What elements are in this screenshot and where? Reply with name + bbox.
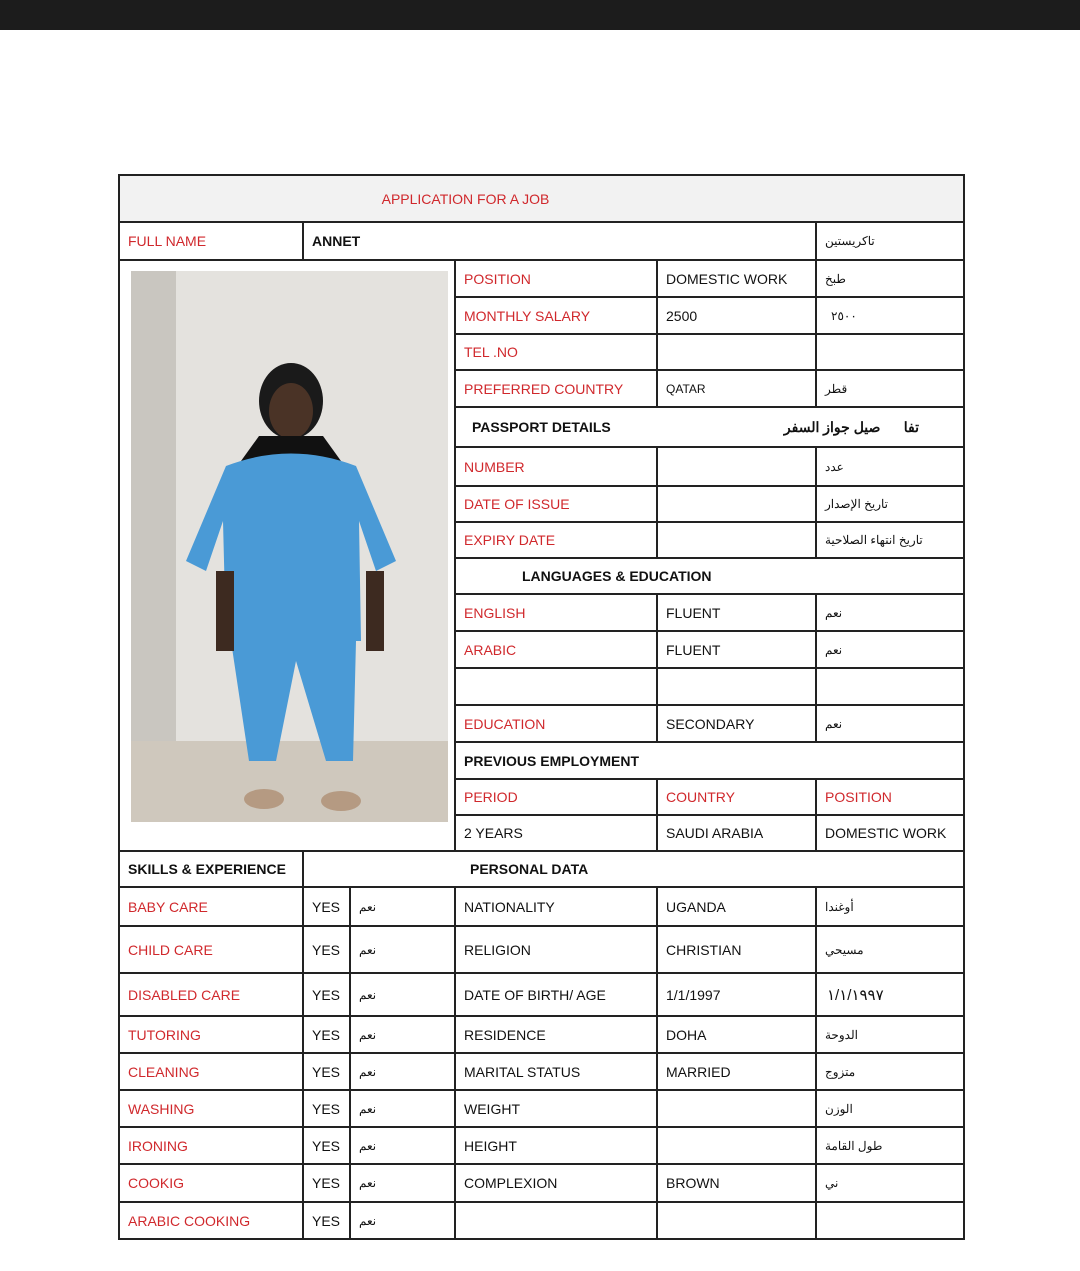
- skill-label: WASHING: [120, 1091, 304, 1128]
- skill-label: IRONING: [120, 1128, 304, 1165]
- personal-ar: ني: [817, 1165, 965, 1203]
- personal-ar: الدوحة: [817, 1017, 965, 1054]
- personal-label: [456, 1203, 658, 1240]
- prev-period: 2 YEARS: [456, 816, 658, 852]
- personal-value: CHRISTIAN: [658, 927, 817, 974]
- skill-yes: YES: [304, 927, 351, 974]
- skill-ar: نعم: [351, 1203, 456, 1240]
- personal-label: NATIONALITY: [456, 888, 658, 927]
- personal-value: [658, 1128, 817, 1165]
- skill-ar: نعم: [351, 888, 456, 927]
- job-application-form: [118, 174, 965, 1240]
- personal-label: HEIGHT: [456, 1128, 658, 1165]
- personal-ar: مسيحي: [817, 927, 965, 974]
- passport-header-label: PASSPORT DETAILS: [472, 419, 611, 435]
- personal-label: COMPLEXION: [456, 1165, 658, 1203]
- personal-value: MARRIED: [658, 1054, 817, 1091]
- tel-ar: [817, 335, 965, 371]
- prev-position: DOMESTIC WORK: [817, 816, 965, 852]
- arabic-ar: نعم: [817, 632, 965, 669]
- tel-value: [658, 335, 817, 371]
- english-value: FLUENT: [658, 595, 817, 632]
- skill-label: DISABLED CARE: [120, 974, 304, 1017]
- skill-ar: نعم: [351, 927, 456, 974]
- personal-value: BROWN: [658, 1165, 817, 1203]
- skill-yes: YES: [304, 1017, 351, 1054]
- personal-ar: متزوج: [817, 1054, 965, 1091]
- passport-header: [456, 408, 965, 448]
- skill-label: BABY CARE: [120, 888, 304, 927]
- issue-ar: تاريخ الإصدار: [817, 487, 965, 523]
- personal-value: [658, 1091, 817, 1128]
- skill-ar: نعم: [351, 1091, 456, 1128]
- personal-label: WEIGHT: [456, 1091, 658, 1128]
- form-title: APPLICATION FOR A JOB: [120, 176, 965, 223]
- personal-label: DATE OF BIRTH/ AGE: [456, 974, 658, 1017]
- skill-label: CHILD CARE: [120, 927, 304, 974]
- skill-label: COOKIG: [120, 1165, 304, 1203]
- skill-ar: نعم: [351, 1017, 456, 1054]
- full-name-ar: تاكريستين: [817, 223, 965, 261]
- skill-yes: YES: [304, 1054, 351, 1091]
- skill-ar: نعم: [351, 974, 456, 1017]
- tel-label: TEL .NO: [456, 335, 658, 371]
- passport-header-ar: تفا صيل جواز السفر: [783, 418, 919, 435]
- number-value: [658, 448, 817, 487]
- education-ar: نعم: [817, 706, 965, 743]
- arabic-value: FLUENT: [658, 632, 817, 669]
- top-bar: [0, 0, 1080, 30]
- salary-label: MONTHLY SALARY: [456, 298, 658, 335]
- skill-yes: YES: [304, 974, 351, 1017]
- position-value: DOMESTIC WORK: [658, 261, 817, 298]
- previous-employment-header: PREVIOUS EMPLOYMENT: [456, 743, 965, 780]
- personal-ar: طول القامة: [817, 1128, 965, 1165]
- skill-yes: YES: [304, 888, 351, 927]
- expiry-ar: تاريخ انتهاء الصلاحية: [817, 523, 965, 559]
- skill-label: ARABIC COOKING: [120, 1203, 304, 1240]
- education-value: SECONDARY: [658, 706, 817, 743]
- blank-cell: [658, 669, 817, 706]
- issue-value: [658, 487, 817, 523]
- issue-label: DATE OF ISSUE: [456, 487, 658, 523]
- skill-yes: YES: [304, 1091, 351, 1128]
- skill-label: CLEANING: [120, 1054, 304, 1091]
- expiry-value: [658, 523, 817, 559]
- personal-value: DOHA: [658, 1017, 817, 1054]
- personal-label: MARITAL STATUS: [456, 1054, 658, 1091]
- personal-value: 1/1/1997: [658, 974, 817, 1017]
- expiry-label: EXPIRY DATE: [456, 523, 658, 559]
- personal-label: RELIGION: [456, 927, 658, 974]
- prev-col-position: POSITION: [817, 780, 965, 816]
- salary-ar: ٢٥٠٠: [817, 298, 965, 335]
- number-label: NUMBER: [456, 448, 658, 487]
- skill-label: TUTORING: [120, 1017, 304, 1054]
- skill-yes: YES: [304, 1203, 351, 1240]
- personal-ar: الوزن: [817, 1091, 965, 1128]
- skill-yes: YES: [304, 1165, 351, 1203]
- arabic-label: ARABIC: [456, 632, 658, 669]
- english-ar: نعم: [817, 595, 965, 632]
- english-label: ENGLISH: [456, 595, 658, 632]
- prev-country: SAUDI ARABIA: [658, 816, 817, 852]
- skill-yes: YES: [304, 1128, 351, 1165]
- position-ar: طبخ: [817, 261, 965, 298]
- prev-col-period: PERIOD: [456, 780, 658, 816]
- country-label: PREFERRED COUNTRY: [456, 371, 658, 408]
- personal-label: RESIDENCE: [456, 1017, 658, 1054]
- personal-value: [658, 1203, 817, 1240]
- personal-data-header: PERSONAL DATA: [304, 852, 965, 888]
- number-ar: عدد: [817, 448, 965, 487]
- personal-ar: أوغندا: [817, 888, 965, 927]
- skill-ar: نعم: [351, 1054, 456, 1091]
- full-name-value: ANNET: [304, 223, 817, 261]
- education-label: EDUCATION: [456, 706, 658, 743]
- blank-cell: [817, 669, 965, 706]
- salary-value: 2500: [658, 298, 817, 335]
- country-ar: قطر: [817, 371, 965, 408]
- languages-header: LANGUAGES & EDUCATION: [456, 559, 965, 595]
- personal-value: UGANDA: [658, 888, 817, 927]
- personal-ar: ١/١/١٩٩٧: [817, 974, 965, 1017]
- position-label: POSITION: [456, 261, 658, 298]
- skill-ar: نعم: [351, 1128, 456, 1165]
- country-value: QATAR: [658, 371, 817, 408]
- applicant-photo: [120, 261, 456, 852]
- full-name-label: FULL NAME: [120, 223, 304, 261]
- skills-header: SKILLS & EXPERIENCE: [120, 852, 304, 888]
- blank-cell: [456, 669, 658, 706]
- skill-ar: نعم: [351, 1165, 456, 1203]
- personal-ar: [817, 1203, 965, 1240]
- prev-col-country: COUNTRY: [658, 780, 817, 816]
